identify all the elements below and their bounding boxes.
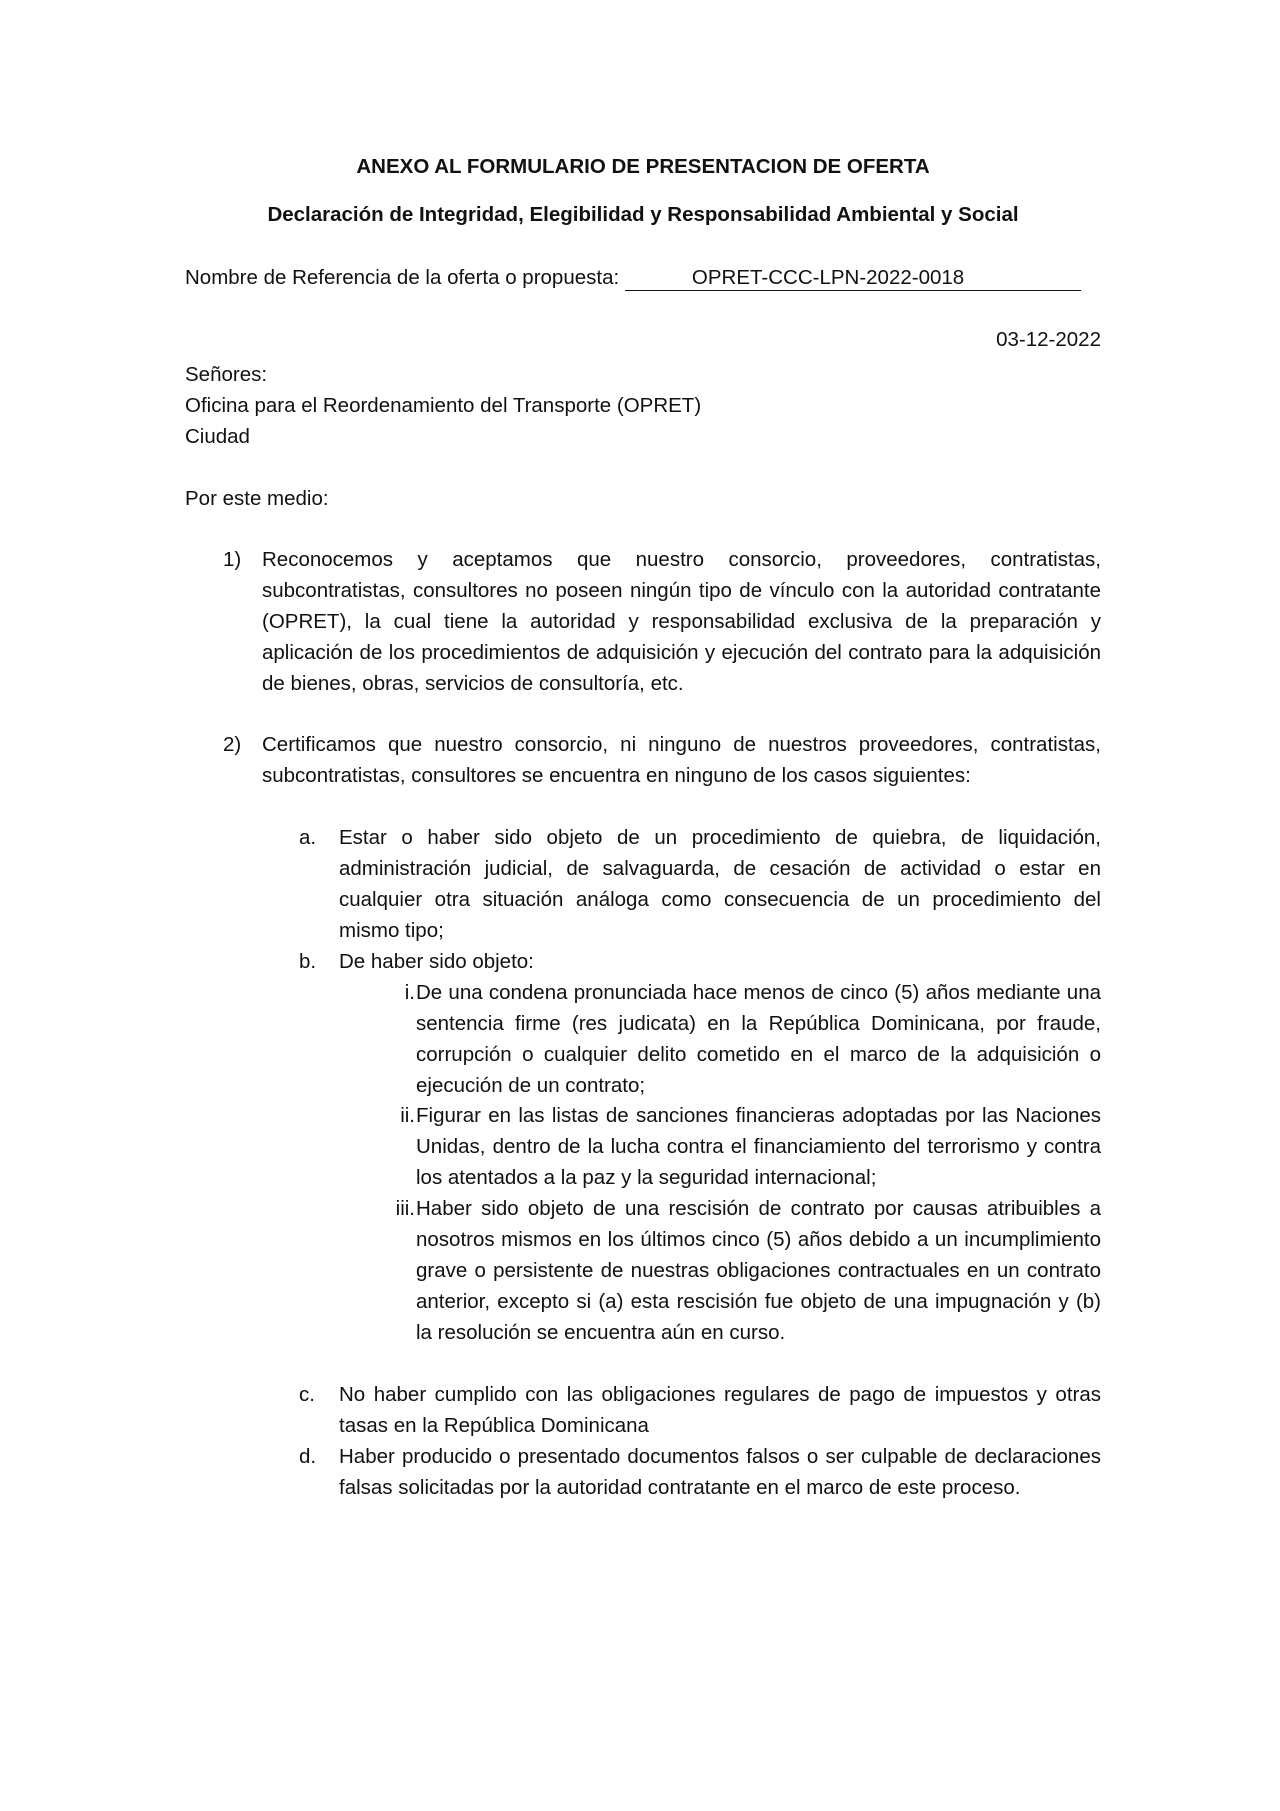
subcase-marker: iii. (395, 1197, 415, 1220)
subcase-text: Figurar en las listas de sanciones financieras adoptadas por las Naciones Unidas, dentro de la lucha contra el financiamiento del terrorismo y contra los atentados a la paz y la seguridad internacional; (416, 1104, 1101, 1189)
case-marker: c. (299, 1383, 315, 1406)
item-text: Reconocemos y aceptamos que nuestro consorcio, proveedores, contratistas, subcontratistas, consultores no poseen ningún tipo de vínculo con la autoridad contratante (OPRET), la cual tiene la autoridad y responsabilidad exclusiva de la preparación y aplicación de los procedimientos de adquisición y ejecución del contrato para la adquisición de bienes, obras, servicios de consultoría, etc. (262, 548, 1101, 695)
case-text: De haber sido objeto: (339, 950, 534, 973)
case-text: Estar o haber sido objeto de un procedimiento de quiebra, de liquidación, administración judicial, de salvaguarda, de cesación de actividad o estar en cualquier otra situación análoga como consecuencia de un procedimiento del mismo tipo; (339, 826, 1101, 942)
salutation: Señores: (185, 363, 268, 386)
subcase-text: Haber sido objeto de una rescisión de contrato por causas atribuibles a nosotros mismos en los últimos cinco (5) años debido a un incumplimiento grave o persistente de nuestras obligaciones contractuales en un contrato anterior, excepto si (a) esta rescisión fue objeto de una impugnación y (b) la resolución se encuentra aún en curso. (416, 1197, 1101, 1344)
item-marker: 1) (223, 548, 242, 571)
document-subtitle: Declaración de Integridad, Elegibilidad y Responsabilidad Ambiental y Social (267, 203, 1019, 226)
addressee-city: Ciudad (185, 425, 250, 448)
reference-underline (625, 266, 1081, 291)
intro-text: Por este medio: (185, 487, 329, 510)
addressee-organization: Oficina para el Reordenamiento del Transporte (OPRET) (185, 394, 702, 417)
reference-value: OPRET-CCC-LPN-2022-0018 (691, 266, 965, 289)
item-marker: 2) (223, 733, 242, 756)
case-marker: d. (299, 1445, 317, 1468)
case-marker: a. (299, 826, 317, 849)
item-text: Certificamos que nuestro consorcio, ni ninguno de nuestros proveedores, contratistas, subcontratistas, consultores se encuentra en ninguno de los casos siguientes: (262, 733, 1101, 787)
case-marker: b. (299, 950, 317, 973)
document-date: 03-12-2022 (996, 328, 1101, 351)
reference-label: Nombre de Referencia de la oferta o propuesta: (185, 266, 620, 289)
subcase-marker: i. (404, 981, 415, 1004)
case-text: Haber producido o presentado documentos falsos o ser culpable de declaraciones falsas solicitadas por la autoridad contratante en el marco de este proceso. (339, 1445, 1101, 1499)
case-text: No haber cumplido con las obligaciones regulares de pago de impuestos y otras tasas en la República Dominicana (339, 1383, 1101, 1437)
subcase-marker: ii. (400, 1104, 415, 1127)
subcase-text: De una condena pronunciada hace menos de cinco (5) años mediante una sentencia firme (res judicata) en la República Dominicana, por fraude, corrupción o cualquier delito cometido en el marco de la adquisición o ejecución de un contrato; (416, 981, 1101, 1097)
document-title: ANEXO AL FORMULARIO DE PRESENTACION DE OFERTA (356, 155, 930, 178)
addressee-block (185, 359, 701, 452)
reference-line (185, 266, 1101, 291)
